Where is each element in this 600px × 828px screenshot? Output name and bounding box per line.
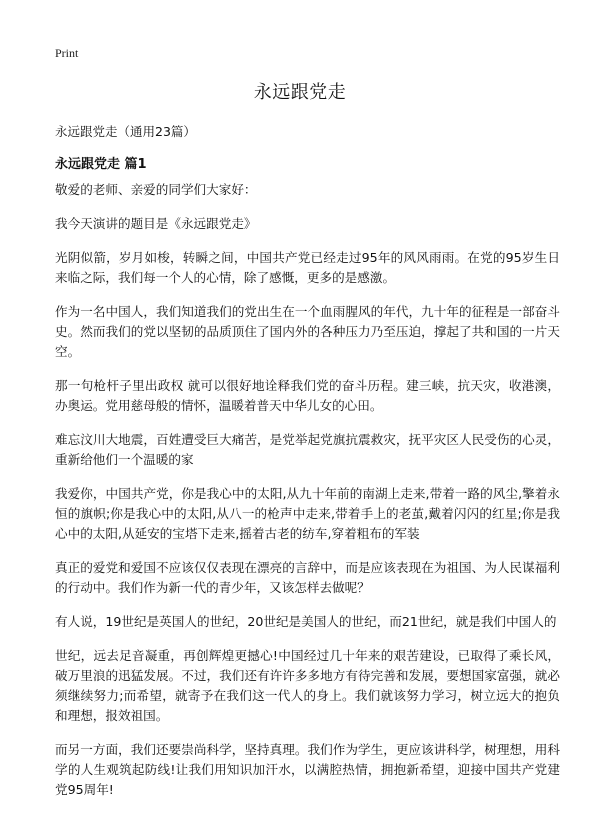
paragraph: 真正的爱党和爱国不应该仅仅表现在漂亮的言辞中，而是应该表现在为祖国、为人民谋福利的行动中。我们作为新一代的青少年，又该怎样去做呢？: [55, 560, 560, 595]
document-title: 永远跟党走: [253, 82, 347, 103]
document-body: [55, 180, 560, 814]
paragraph: 有人说，19世纪是英国人的世纪，20世纪是美国人的世纪，而21世纪，就是我们中国人的: [55, 614, 557, 629]
paragraph: 作为一名中国人，我们知道我们的党出生在一个血雨腥风的年代，九十年的征程是一部奋斗史。然而我们的党以坚韧的品质顶住了国内外的各种压力乃至压迫，撑起了共和国的一片天空。: [55, 304, 560, 359]
paragraph: 光阴似箭，岁月如梭，转瞬之间，中国共产党已经走过95年的风风雨雨。在党的95岁生日来临之际，我们每一个人的心情，除了感慨，更多的是感激。: [55, 250, 560, 285]
print-link[interactable]: Print: [55, 46, 79, 60]
paragraph-greeting: 敬爱的老师、亲爱的同学们大家好：: [55, 182, 257, 197]
paragraph: 世纪，远去足音凝重，再创辉煌更撼心!中国经过几十年来的艰苦建设，已取得了乘长风，破万里浪的迅猛发展。不过，我们还有许许多多地方有待完善和发展，要想国家富强，就必须继续努力;而希望，就寄予在我们这一代人的身上。我们就该努力学习，树立远大的抱负和理想，报效祖国。: [55, 648, 560, 723]
paragraph: 而另一方面，我们还要崇尚科学，坚持真理。我们作为学生，更应该讲科学，树理想，用科学的人生观筑起防线!让我们用知识加汗水，以满腔热情，拥抱新希望，迎接中国共产党建党95周年!: [55, 742, 560, 797]
paragraph: 那一句枪杆子里出政权 就可以很好地诠释我们党的奋斗历程。建三峡，抗天灾，收港澳，办奥运。党用慈母般的情怀，温暖着普天中华儿女的心田。: [55, 378, 560, 413]
document-subtitle: 永远跟党走（通用23篇）: [55, 124, 196, 139]
section-heading: 永远跟党走 篇1: [55, 157, 147, 172]
paragraph-topic: 我今天演讲的题目是《永远跟党走》: [55, 216, 257, 231]
paragraph: 我爱你，中国共产党，你是我心中的太阳,从九十年前的南湖上走来,带着一路的风尘,擎着永恒的旗帜;你是我心中的太阳,从八一的枪声中走来,带着手上的老茧,戴着闪闪的红星;你是我心中的太阳,从延安的宝塔下走来,摇着古老的纺车,穿着粗布的军装: [55, 486, 560, 541]
paragraph: 难忘汶川大地震，百姓遭受巨大痛苦，是党举起党旗抗震救灾，抚平灾区人民受伤的心灵，重新给他们一个温暖的家: [55, 432, 560, 467]
